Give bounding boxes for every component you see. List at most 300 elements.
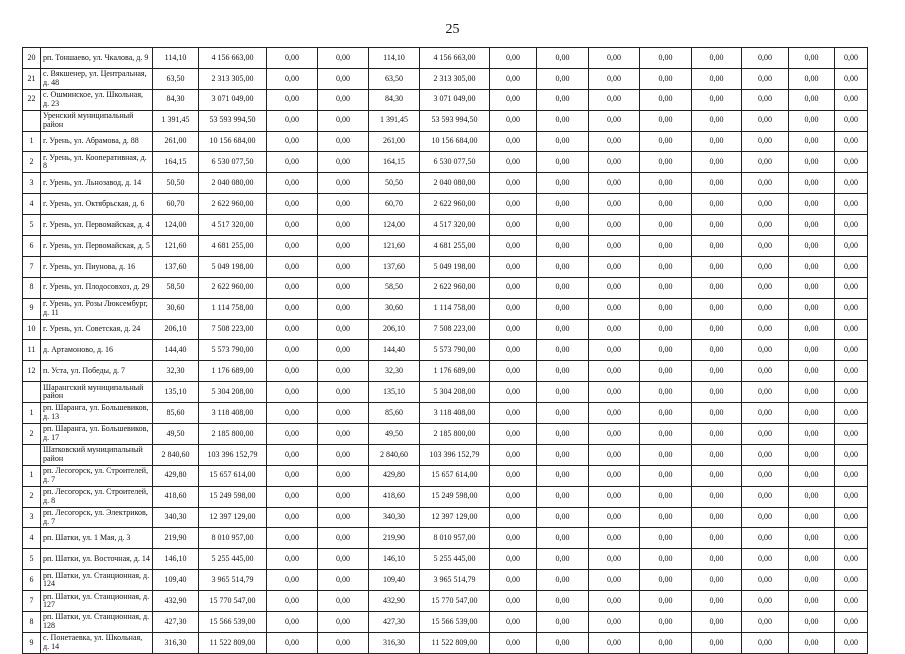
- value-cell: 0,00: [692, 277, 742, 298]
- value-cell: 0,00: [742, 361, 789, 382]
- table-row: [23, 215, 868, 236]
- value-cell: 10 156 684,00: [420, 131, 490, 152]
- value-cell: 0,00: [318, 152, 369, 173]
- value-cell: 32,30: [369, 361, 420, 382]
- value-cell: 0,00: [490, 486, 537, 507]
- value-cell: 0,00: [318, 612, 369, 633]
- value-cell: 0,00: [640, 215, 692, 236]
- value-cell: 0,00: [640, 444, 692, 465]
- value-cell: 0,00: [692, 465, 742, 486]
- value-cell: 0,00: [835, 382, 868, 403]
- address-cell: Уренский муниципальный район: [41, 110, 153, 131]
- value-cell: 0,00: [267, 319, 318, 340]
- value-cell: 0,00: [742, 632, 789, 653]
- value-cell: 0,00: [789, 131, 835, 152]
- value-cell: 0,00: [692, 528, 742, 549]
- value-cell: 0,00: [589, 298, 640, 319]
- value-cell: 12 397 129,00: [199, 507, 267, 528]
- value-cell: 2 313 305,00: [199, 68, 267, 89]
- value-cell: 0,00: [692, 507, 742, 528]
- address-cell: г. Урень, ул. Льнозавод, д. 14: [41, 173, 153, 194]
- value-cell: 0,00: [267, 382, 318, 403]
- value-cell: 0,00: [318, 424, 369, 445]
- value-cell: 0,00: [318, 277, 369, 298]
- table-row: [23, 48, 868, 69]
- value-cell: 0,00: [318, 319, 369, 340]
- page-number: 25: [445, 22, 460, 37]
- value-cell: 0,00: [640, 89, 692, 110]
- value-cell: 0,00: [640, 194, 692, 215]
- value-cell: 0,00: [267, 256, 318, 277]
- value-cell: 109,40: [153, 570, 199, 591]
- value-cell: 124,00: [153, 215, 199, 236]
- value-cell: 0,00: [742, 110, 789, 131]
- value-cell: 0,00: [267, 361, 318, 382]
- value-cell: 3 965 514,79: [420, 570, 490, 591]
- value-cell: 5 304 208,00: [199, 382, 267, 403]
- value-cell: 0,00: [537, 403, 589, 424]
- row-number-cell: 10: [23, 319, 41, 340]
- value-cell: 0,00: [640, 131, 692, 152]
- address-cell: рп. Лесогорск, ул. Строителей, д. 7: [41, 465, 153, 486]
- value-cell: 109,40: [369, 570, 420, 591]
- value-cell: 0,00: [318, 507, 369, 528]
- value-cell: 15 657 614,00: [420, 465, 490, 486]
- value-cell: 0,00: [267, 612, 318, 633]
- value-cell: 0,00: [318, 528, 369, 549]
- value-cell: 0,00: [692, 68, 742, 89]
- value-cell: 0,00: [640, 424, 692, 445]
- address-cell: г. Урень, ул. Октябрьская, д. 6: [41, 194, 153, 215]
- value-cell: 0,00: [742, 486, 789, 507]
- row-number-cell: 2: [23, 424, 41, 445]
- value-cell: 0,00: [267, 215, 318, 236]
- value-cell: 0,00: [742, 298, 789, 319]
- value-cell: 0,00: [589, 382, 640, 403]
- value-cell: 53 593 994,50: [420, 110, 490, 131]
- value-cell: 0,00: [835, 424, 868, 445]
- value-cell: 4 681 255,00: [199, 236, 267, 257]
- value-cell: 0,00: [692, 570, 742, 591]
- value-cell: 0,00: [789, 48, 835, 69]
- value-cell: 10 156 684,00: [199, 131, 267, 152]
- value-cell: 0,00: [742, 465, 789, 486]
- address-cell: рп. Шатки, ул. Восточная, д. 14: [41, 549, 153, 570]
- value-cell: 0,00: [490, 236, 537, 257]
- value-cell: 0,00: [640, 486, 692, 507]
- address-cell: рп. Лесогорск, ул. Строителей, д. 8: [41, 486, 153, 507]
- address-cell: с. Понетаевка, ул. Школьная, д. 14: [41, 632, 153, 653]
- value-cell: 427,30: [153, 612, 199, 633]
- value-cell: 0,00: [267, 340, 318, 361]
- table-row: [23, 173, 868, 194]
- value-cell: 0,00: [789, 110, 835, 131]
- row-number-cell: 5: [23, 549, 41, 570]
- value-cell: 0,00: [692, 173, 742, 194]
- value-cell: 0,00: [742, 194, 789, 215]
- value-cell: 135,10: [369, 382, 420, 403]
- value-cell: 15 770 547,00: [199, 591, 267, 612]
- value-cell: 0,00: [267, 110, 318, 131]
- value-cell: 0,00: [589, 194, 640, 215]
- table-row: [23, 110, 868, 131]
- value-cell: 0,00: [692, 215, 742, 236]
- value-cell: 0,00: [490, 48, 537, 69]
- value-cell: 2 185 800,00: [199, 424, 267, 445]
- row-number-cell: 6: [23, 570, 41, 591]
- value-cell: 0,00: [742, 89, 789, 110]
- value-cell: 0,00: [490, 215, 537, 236]
- value-cell: 0,00: [318, 194, 369, 215]
- table-row: [23, 486, 868, 507]
- table-row: [23, 403, 868, 424]
- table-row: [23, 361, 868, 382]
- value-cell: 2 840,60: [153, 444, 199, 465]
- value-cell: 0,00: [490, 298, 537, 319]
- value-cell: 0,00: [318, 465, 369, 486]
- value-cell: 0,00: [789, 507, 835, 528]
- table-row: [23, 152, 868, 173]
- value-cell: 4 517 320,00: [420, 215, 490, 236]
- value-cell: 0,00: [589, 528, 640, 549]
- value-cell: 0,00: [537, 382, 589, 403]
- value-cell: 0,00: [742, 403, 789, 424]
- value-cell: 6 530 077,50: [199, 152, 267, 173]
- value-cell: 0,00: [537, 528, 589, 549]
- address-cell: г. Урень, ул. Розы Люксембург, д. 11: [41, 298, 153, 319]
- value-cell: 0,00: [789, 236, 835, 257]
- value-cell: 2 840,60: [369, 444, 420, 465]
- value-cell: 53 593 994,50: [199, 110, 267, 131]
- value-cell: 261,00: [153, 131, 199, 152]
- value-cell: 0,00: [589, 340, 640, 361]
- value-cell: 0,00: [490, 152, 537, 173]
- value-cell: 30,60: [153, 298, 199, 319]
- value-cell: 1 114 758,00: [199, 298, 267, 319]
- table-row: [23, 236, 868, 257]
- value-cell: 0,00: [318, 382, 369, 403]
- value-cell: 0,00: [318, 403, 369, 424]
- value-cell: 0,00: [835, 361, 868, 382]
- table-row: [23, 256, 868, 277]
- value-cell: 137,60: [369, 256, 420, 277]
- value-cell: 0,00: [267, 152, 318, 173]
- value-cell: 0,00: [589, 48, 640, 69]
- value-cell: 2 313 305,00: [420, 68, 490, 89]
- value-cell: 0,00: [537, 68, 589, 89]
- address-cell: г. Урень, ул. Плодосовхоз, д. 29: [41, 277, 153, 298]
- row-number-cell: 3: [23, 173, 41, 194]
- value-cell: 0,00: [490, 528, 537, 549]
- value-cell: 0,00: [589, 89, 640, 110]
- value-cell: 0,00: [537, 152, 589, 173]
- value-cell: 0,00: [789, 382, 835, 403]
- row-number-cell: 8: [23, 277, 41, 298]
- value-cell: 0,00: [742, 173, 789, 194]
- value-cell: 0,00: [742, 256, 789, 277]
- value-cell: 0,00: [537, 591, 589, 612]
- value-cell: 3 071 049,00: [199, 89, 267, 110]
- value-cell: 0,00: [640, 340, 692, 361]
- value-cell: 0,00: [537, 570, 589, 591]
- value-cell: 0,00: [318, 298, 369, 319]
- value-cell: 5 573 790,00: [420, 340, 490, 361]
- value-cell: 0,00: [789, 465, 835, 486]
- value-cell: 0,00: [835, 444, 868, 465]
- address-cell: г. Урень, ул. Абрамова, д. 88: [41, 131, 153, 152]
- value-cell: 63,50: [369, 68, 420, 89]
- row-number-cell: 1: [23, 131, 41, 152]
- value-cell: 135,10: [153, 382, 199, 403]
- value-cell: 0,00: [742, 444, 789, 465]
- table-row: [23, 382, 868, 403]
- value-cell: 0,00: [589, 236, 640, 257]
- value-cell: 0,00: [537, 444, 589, 465]
- value-cell: 0,00: [589, 131, 640, 152]
- value-cell: 58,50: [369, 277, 420, 298]
- value-cell: 2 622 960,00: [199, 277, 267, 298]
- value-cell: 0,00: [318, 215, 369, 236]
- value-cell: 0,00: [318, 256, 369, 277]
- row-number-cell: 12: [23, 361, 41, 382]
- value-cell: 219,90: [369, 528, 420, 549]
- value-cell: 0,00: [742, 215, 789, 236]
- value-cell: 146,10: [369, 549, 420, 570]
- value-cell: 0,00: [835, 131, 868, 152]
- address-cell: Шарангский муниципальный район: [41, 382, 153, 403]
- value-cell: 103 396 152,79: [420, 444, 490, 465]
- value-cell: 0,00: [589, 68, 640, 89]
- value-cell: 0,00: [692, 319, 742, 340]
- value-cell: 0,00: [318, 131, 369, 152]
- value-cell: 0,00: [742, 68, 789, 89]
- value-cell: 0,00: [537, 215, 589, 236]
- value-cell: 0,00: [640, 528, 692, 549]
- row-number-cell: [23, 382, 41, 403]
- value-cell: 0,00: [318, 68, 369, 89]
- row-number-cell: 22: [23, 89, 41, 110]
- value-cell: 0,00: [835, 319, 868, 340]
- value-cell: 11 522 809,00: [420, 632, 490, 653]
- value-cell: 0,00: [267, 403, 318, 424]
- address-cell: г. Урень, ул. Пиунова, д. 16: [41, 256, 153, 277]
- table-row: [23, 340, 868, 361]
- register-table: [22, 47, 868, 654]
- address-cell: рп. Лесогорск, ул. Электриков, д. 7: [41, 507, 153, 528]
- table-row: [23, 277, 868, 298]
- value-cell: 4 681 255,00: [420, 236, 490, 257]
- value-cell: 0,00: [318, 570, 369, 591]
- value-cell: 0,00: [835, 110, 868, 131]
- address-cell: рп. Шатки, ул. Станционная, д. 127: [41, 591, 153, 612]
- address-cell: г. Урень, ул. Кооперативная, д. 8: [41, 152, 153, 173]
- row-number-cell: 11: [23, 340, 41, 361]
- address-cell: с. Ошминское, ул. Школьная, д. 23: [41, 89, 153, 110]
- row-number-cell: 4: [23, 528, 41, 549]
- value-cell: 0,00: [742, 277, 789, 298]
- value-cell: 0,00: [789, 528, 835, 549]
- value-cell: 0,00: [537, 612, 589, 633]
- value-cell: 85,60: [369, 403, 420, 424]
- value-cell: 60,70: [153, 194, 199, 215]
- value-cell: 0,00: [835, 528, 868, 549]
- value-cell: 0,00: [789, 549, 835, 570]
- value-cell: 0,00: [589, 152, 640, 173]
- value-cell: 0,00: [589, 424, 640, 445]
- address-cell: Шатковский муниципальный район: [41, 444, 153, 465]
- value-cell: 0,00: [789, 173, 835, 194]
- value-cell: 63,50: [153, 68, 199, 89]
- value-cell: 0,00: [318, 632, 369, 653]
- row-number-cell: 4: [23, 194, 41, 215]
- value-cell: 0,00: [789, 256, 835, 277]
- value-cell: 0,00: [742, 591, 789, 612]
- value-cell: 0,00: [537, 194, 589, 215]
- value-cell: 0,00: [835, 173, 868, 194]
- value-cell: 0,00: [742, 236, 789, 257]
- value-cell: 0,00: [742, 48, 789, 69]
- value-cell: 15 657 614,00: [199, 465, 267, 486]
- value-cell: 15 249 598,00: [199, 486, 267, 507]
- value-cell: 0,00: [589, 465, 640, 486]
- value-cell: 0,00: [267, 507, 318, 528]
- value-cell: 0,00: [835, 403, 868, 424]
- value-cell: 0,00: [692, 444, 742, 465]
- value-cell: 2 185 800,00: [420, 424, 490, 445]
- value-cell: 5 049 198,00: [199, 256, 267, 277]
- value-cell: 4 156 663,00: [420, 48, 490, 69]
- row-number-cell: 7: [23, 591, 41, 612]
- value-cell: 0,00: [490, 361, 537, 382]
- value-cell: 2 040 080,00: [199, 173, 267, 194]
- value-cell: 0,00: [835, 591, 868, 612]
- value-cell: 6 530 077,50: [420, 152, 490, 173]
- value-cell: 0,00: [640, 236, 692, 257]
- value-cell: 8 010 957,00: [420, 528, 490, 549]
- value-cell: 0,00: [742, 549, 789, 570]
- value-cell: 0,00: [692, 549, 742, 570]
- value-cell: 0,00: [267, 194, 318, 215]
- value-cell: 0,00: [640, 382, 692, 403]
- value-cell: 32,30: [153, 361, 199, 382]
- table-row: [23, 319, 868, 340]
- value-cell: 58,50: [153, 277, 199, 298]
- value-cell: 4 156 663,00: [199, 48, 267, 69]
- value-cell: 0,00: [789, 277, 835, 298]
- value-cell: 1 114 758,00: [420, 298, 490, 319]
- value-cell: 0,00: [692, 194, 742, 215]
- value-cell: 0,00: [537, 424, 589, 445]
- value-cell: 121,60: [369, 236, 420, 257]
- value-cell: 0,00: [267, 68, 318, 89]
- value-cell: 0,00: [267, 173, 318, 194]
- value-cell: 340,30: [153, 507, 199, 528]
- value-cell: 15 566 539,00: [199, 612, 267, 633]
- value-cell: 0,00: [692, 340, 742, 361]
- value-cell: 418,60: [153, 486, 199, 507]
- value-cell: 12 397 129,00: [420, 507, 490, 528]
- value-cell: 0,00: [835, 298, 868, 319]
- value-cell: 0,00: [537, 89, 589, 110]
- table-row: [23, 89, 868, 110]
- value-cell: 0,00: [640, 256, 692, 277]
- value-cell: 0,00: [640, 298, 692, 319]
- value-cell: 0,00: [835, 48, 868, 69]
- value-cell: 0,00: [589, 361, 640, 382]
- value-cell: 11 522 809,00: [199, 632, 267, 653]
- value-cell: 0,00: [692, 152, 742, 173]
- value-cell: 0,00: [267, 486, 318, 507]
- value-cell: 0,00: [537, 361, 589, 382]
- value-cell: 0,00: [835, 507, 868, 528]
- value-cell: 0,00: [692, 612, 742, 633]
- address-cell: г. Урень, ул. Первомайская, д. 5: [41, 236, 153, 257]
- value-cell: 0,00: [589, 507, 640, 528]
- value-cell: 0,00: [692, 403, 742, 424]
- value-cell: 15 566 539,00: [420, 612, 490, 633]
- value-cell: 0,00: [267, 89, 318, 110]
- value-cell: 0,00: [490, 194, 537, 215]
- value-cell: 0,00: [742, 612, 789, 633]
- value-cell: 121,60: [153, 236, 199, 257]
- row-number-cell: 7: [23, 256, 41, 277]
- value-cell: 0,00: [589, 403, 640, 424]
- value-cell: 0,00: [835, 277, 868, 298]
- value-cell: 114,10: [153, 48, 199, 69]
- row-number-cell: 6: [23, 236, 41, 257]
- value-cell: 0,00: [589, 591, 640, 612]
- value-cell: 0,00: [640, 612, 692, 633]
- value-cell: 0,00: [537, 256, 589, 277]
- value-cell: 0,00: [490, 68, 537, 89]
- value-cell: 0,00: [318, 591, 369, 612]
- table-row: [23, 444, 868, 465]
- value-cell: 206,10: [369, 319, 420, 340]
- value-cell: 0,00: [640, 465, 692, 486]
- table-row: [23, 507, 868, 528]
- value-cell: 0,00: [835, 256, 868, 277]
- table-row: [23, 424, 868, 445]
- value-cell: 0,00: [742, 424, 789, 445]
- value-cell: 0,00: [318, 236, 369, 257]
- value-cell: 0,00: [490, 382, 537, 403]
- value-cell: 0,00: [589, 444, 640, 465]
- value-cell: 0,00: [640, 68, 692, 89]
- value-cell: 0,00: [490, 89, 537, 110]
- row-number-cell: 2: [23, 152, 41, 173]
- value-cell: 0,00: [537, 131, 589, 152]
- value-cell: 0,00: [537, 632, 589, 653]
- value-cell: 7 508 223,00: [420, 319, 490, 340]
- value-cell: 0,00: [640, 632, 692, 653]
- value-cell: 0,00: [692, 236, 742, 257]
- value-cell: 0,00: [267, 131, 318, 152]
- value-cell: 164,15: [153, 152, 199, 173]
- value-cell: 0,00: [267, 424, 318, 445]
- value-cell: 0,00: [318, 48, 369, 69]
- value-cell: 0,00: [267, 236, 318, 257]
- address-cell: г. Урень, ул. Первомайская, д. 4: [41, 215, 153, 236]
- value-cell: 0,00: [789, 194, 835, 215]
- value-cell: 0,00: [490, 549, 537, 570]
- value-cell: 5 573 790,00: [199, 340, 267, 361]
- row-number-cell: 5: [23, 215, 41, 236]
- value-cell: 429,80: [153, 465, 199, 486]
- value-cell: 2 622 960,00: [199, 194, 267, 215]
- value-cell: 206,10: [153, 319, 199, 340]
- value-cell: 0,00: [835, 570, 868, 591]
- value-cell: 0,00: [789, 68, 835, 89]
